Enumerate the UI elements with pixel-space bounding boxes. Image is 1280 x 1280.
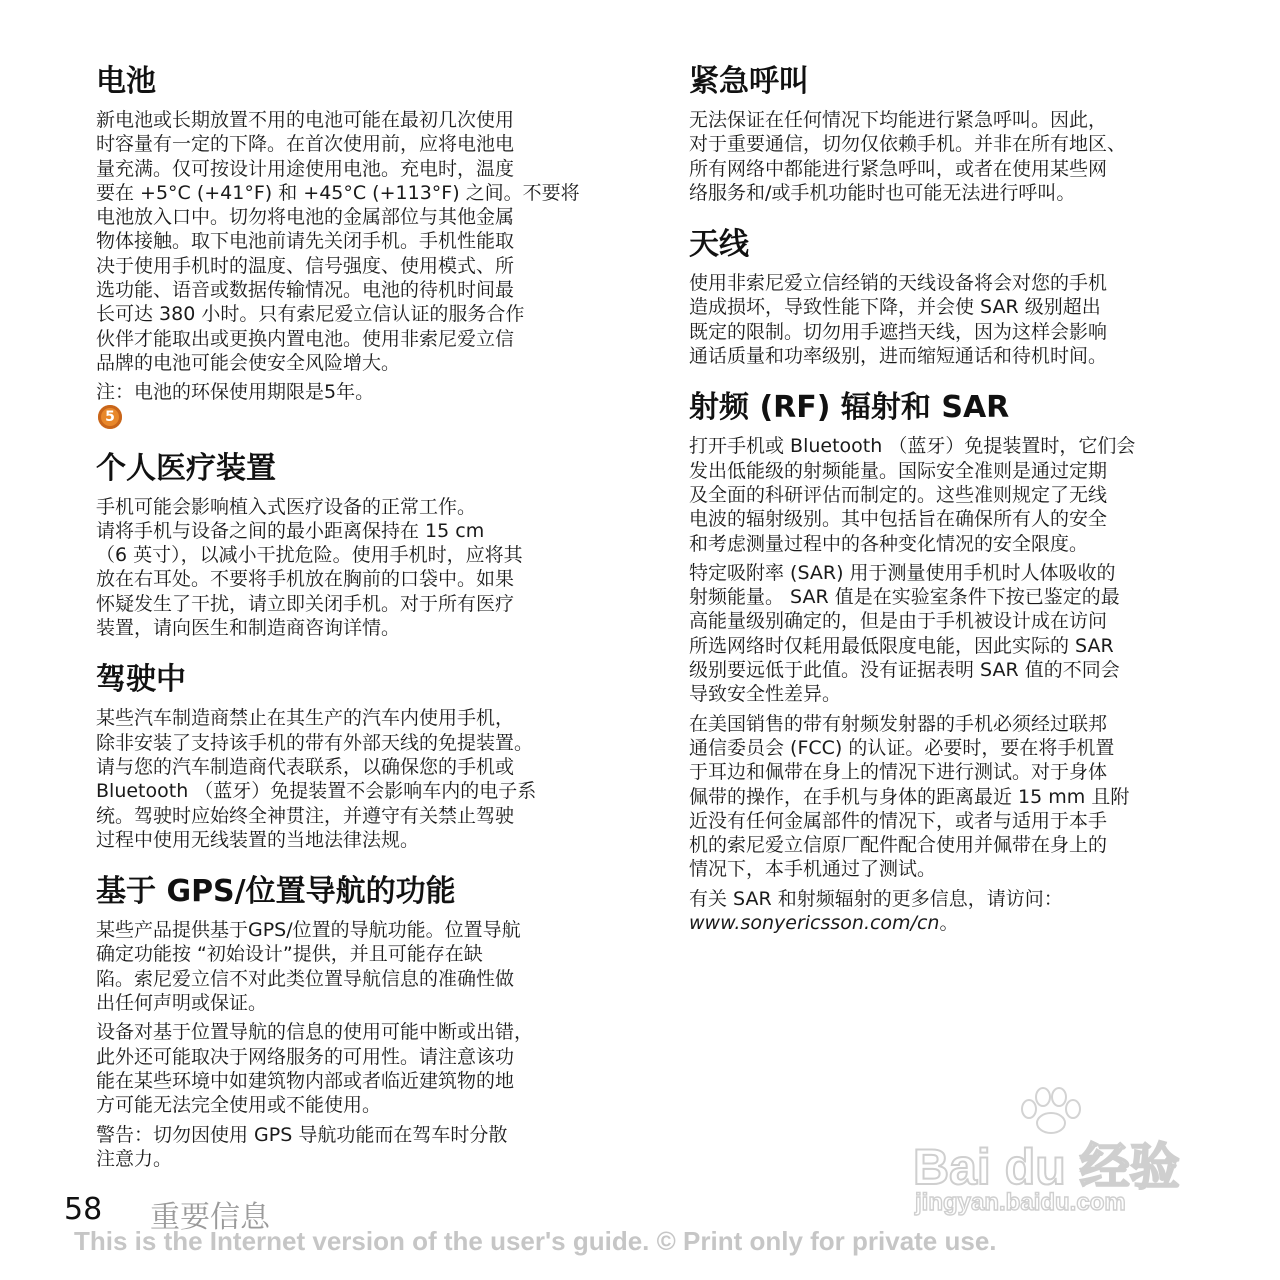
text-line: 情况下，本手机通过了测试。: [689, 858, 937, 881]
battery-note: [96, 380, 616, 428]
text-line: 新电池或长期放置不用的电池可能在最初几次使用: [96, 109, 515, 131]
battery-heading: 电池: [96, 64, 156, 99]
text-line: 所选网络时仅耗用最低限度电能，因此实际的 SAR: [689, 634, 1114, 657]
sonyericsson-url-link[interactable]: www.sonyericsson.com/cn: [689, 912, 940, 935]
text-line: 造成损坏，导致性能下降，并会使 SAR 级别超出: [689, 296, 1101, 319]
text-line: 要在 +5°C (+41°F) 和 +45°C (+113°F) 之间。不要将: [96, 181, 580, 204]
left-column: [96, 62, 616, 1191]
text-line: 打开手机或 Bluetooth （蓝牙）免提装置时，它们会: [689, 435, 1136, 458]
battery-note-text: 注：电池的环保使用期限是5年。: [96, 381, 375, 404]
right-column: [689, 62, 1209, 955]
text-line: 电波的辐射级别。其中包括旨在确保所有人的安全: [689, 508, 1108, 531]
text-line: 所有网络中都能进行紧急呼叫，或者在使用某些网: [689, 157, 1108, 180]
driving-text: [96, 706, 616, 852]
text-line: 怀疑发生了干扰，请立即关闭手机。对于所有医疗: [96, 592, 515, 615]
text-line: 时容量有一定的下降。在首次使用前，应将电池电: [96, 133, 515, 156]
medical-heading: 个人医疗装置: [96, 450, 276, 486]
text-line: 导致安全性差异。: [689, 683, 842, 706]
antenna-section: [689, 225, 1209, 368]
text-line: 装置，请向医生和制造商咨询详情。: [96, 617, 401, 640]
text-line: 使用非索尼爱立信经销的天线设备将会对您的手机: [689, 272, 1108, 295]
rf-sar-heading: 射频 (RF) 辐射和 SAR: [689, 390, 1010, 426]
text-line: 请将手机与设备之间的最小距离保持在 15 cm: [96, 519, 485, 542]
text-line: 请与您的汽车制造商代表联系，以确保您的手机或: [96, 755, 515, 778]
recycle-5-year-icon: 5: [98, 405, 122, 429]
page-number: 58: [64, 1192, 103, 1227]
url-suffix: 。: [939, 912, 959, 935]
text-line: 长可达 380 小时。只有索尼爱立信认证的服务合作: [96, 303, 525, 326]
battery-section: [96, 62, 616, 429]
gps-warning: [96, 1123, 616, 1172]
gps-paragraph-1: [96, 918, 616, 1015]
gps-heading: 基于 GPS/位置导航的功能: [96, 874, 456, 910]
watermark-site: jingyan.baidu.com: [915, 1189, 1126, 1216]
rf-paragraph-1: [689, 434, 1209, 555]
driving-section: [96, 660, 616, 852]
text-line: 品牌的电池可能会使安全风险增大。: [96, 351, 401, 374]
text-line: 和考虑测量过程中的各种变化情况的安全限度。: [689, 532, 1089, 555]
rf-paragraph-3: [689, 712, 1209, 882]
text-line: 确定功能按 “初始设计”提供，并且可能存在缺: [96, 943, 483, 966]
text-line: 级别要远低于此值。没有证据表明 SAR 值的不同会: [689, 659, 1120, 682]
text-line: 陷。索尼爱立信不对此类位置导航信息的准确性做: [96, 967, 515, 990]
text-line: 手机可能会影响植入式医疗设备的正常工作。: [96, 495, 477, 518]
text-line: 无法保证在任何情况下均能进行紧急呼叫。因此，: [689, 109, 1108, 131]
text-line: 近没有任何金属部件的情况下，或者与适用于本手: [689, 809, 1108, 832]
text-line: Bluetooth （蓝牙）免提装置不会影响车内的电子系: [96, 780, 537, 803]
antenna-heading: 天线: [689, 227, 749, 263]
text-line: 某些汽车制造商禁止在其生产的汽车内使用手机，: [96, 707, 515, 730]
emergency-heading: 紧急呼叫: [689, 64, 809, 99]
antenna-text: [689, 271, 1209, 368]
driving-heading: 驾驶中: [96, 662, 186, 698]
text-line: 既定的限制。切勿用手遮挡天线，因为这样会影响: [689, 320, 1108, 343]
battery-text: [96, 108, 616, 375]
footer-notice: This is the Internet version of the user's guide. © Print only for private use.: [74, 1226, 997, 1256]
text-line: 设备对基于位置导航的信息的使用可能中断或出错，: [96, 1021, 534, 1044]
text-line: 某些产品提供基于GPS/位置的导航功能。位置导航: [96, 919, 521, 942]
text-line: 电池放入口中。切勿将电池的金属部位与其他金属: [96, 206, 515, 229]
baidu-watermark: [905, 1085, 1205, 1235]
text-line: 除非安装了支持该手机的带有外部天线的免提装置。: [96, 731, 534, 754]
text-line: 发出低能级的射频能量。国际安全准则是通过定期: [689, 459, 1108, 482]
text-line: 射频能量。 SAR 值是在实验室条件下按已鉴定的最: [689, 586, 1120, 609]
text-line: 量充满。仅可按设计用途使用电池。充电时，温度: [96, 157, 515, 180]
text-line: 注意力。: [96, 1147, 173, 1170]
text-line: 决于使用手机时的温度、信号强度、使用模式、所: [96, 254, 515, 277]
text-line: 过程中使用无线装置的当地法律法规。: [96, 828, 420, 851]
rf-more-info: [689, 887, 1209, 936]
text-line: 此外还可能取决于网络服务的可用性。请注意该功: [96, 1045, 515, 1068]
text-line: 于耳边和佩带在身上的情况下进行测试。对于身体: [689, 761, 1108, 784]
text-line: 特定吸附率 (SAR) 用于测量使用手机时人体吸收的: [689, 561, 1116, 584]
text-line: 选功能、语音或数据传输情况。电池的待机时间最: [96, 279, 515, 302]
gps-section: [96, 872, 616, 1171]
gps-paragraph-2: [96, 1020, 616, 1117]
medical-text: [96, 495, 616, 641]
text-line: 伙伴才能取出或更换内置电池。使用非索尼爱立信: [96, 327, 515, 350]
text-line: 及全面的科研评估而制定的。这些准则规定了无线: [689, 483, 1108, 506]
text-line: 能在某些环境中如建筑物内部或者临近建筑物的地: [96, 1069, 515, 1092]
text-line: 通话质量和功率级别，进而缩短通话和待机时间。: [689, 345, 1108, 368]
text-line: 统。驾驶时应始终全神贯注，并遵守有关禁止驾驶: [96, 804, 515, 827]
watermark-brand: Bai du 经验: [913, 1139, 1180, 1195]
medical-section: [96, 449, 616, 641]
text-line: 在美国销售的带有射频发射器的手机必须经过联邦: [689, 712, 1108, 735]
text-line: 放在右耳处。不要将手机放在胸前的口袋中。如果: [96, 568, 515, 591]
text-line: 方可能无法完全使用或不能使用。: [96, 1094, 382, 1117]
more-info-text: 有关 SAR 和射频辐射的更多信息，请访问：: [689, 887, 1063, 910]
text-line: 出任何声明或保证。: [96, 992, 268, 1015]
footer-section-name: 重要信息: [150, 1200, 270, 1235]
emergency-section: [689, 62, 1209, 205]
text-line: 络服务和/或手机功能时也可能无法进行呼叫。: [689, 181, 1076, 204]
text-line: 佩带的操作，在手机与身体的距离最近 15 mm 且附: [689, 785, 1130, 808]
text-line: 高能量级别确定的，但是由于手机被设计成在访问: [689, 610, 1108, 633]
text-line: 机的索尼爱立信原厂配件配合使用并佩带在身上的: [689, 834, 1108, 857]
rf-sar-section: [689, 388, 1209, 935]
text-line: （6 英寸），以减小干扰危险。使用手机时，应将其: [96, 544, 523, 567]
text-line: 警告：切勿因使用 GPS 导航功能而在驾车时分散: [96, 1123, 508, 1146]
text-line: 通信委员会 (FCC) 的认证。必要时，要在将手机置: [689, 736, 1115, 759]
rf-paragraph-2: [689, 561, 1209, 707]
text-line: 对于重要通信，切勿仅依赖手机。并非在所有地区、: [689, 133, 1127, 156]
emergency-text: [689, 108, 1209, 205]
text-line: 物体接触。取下电池前请先关闭手机。手机性能取: [96, 230, 515, 253]
